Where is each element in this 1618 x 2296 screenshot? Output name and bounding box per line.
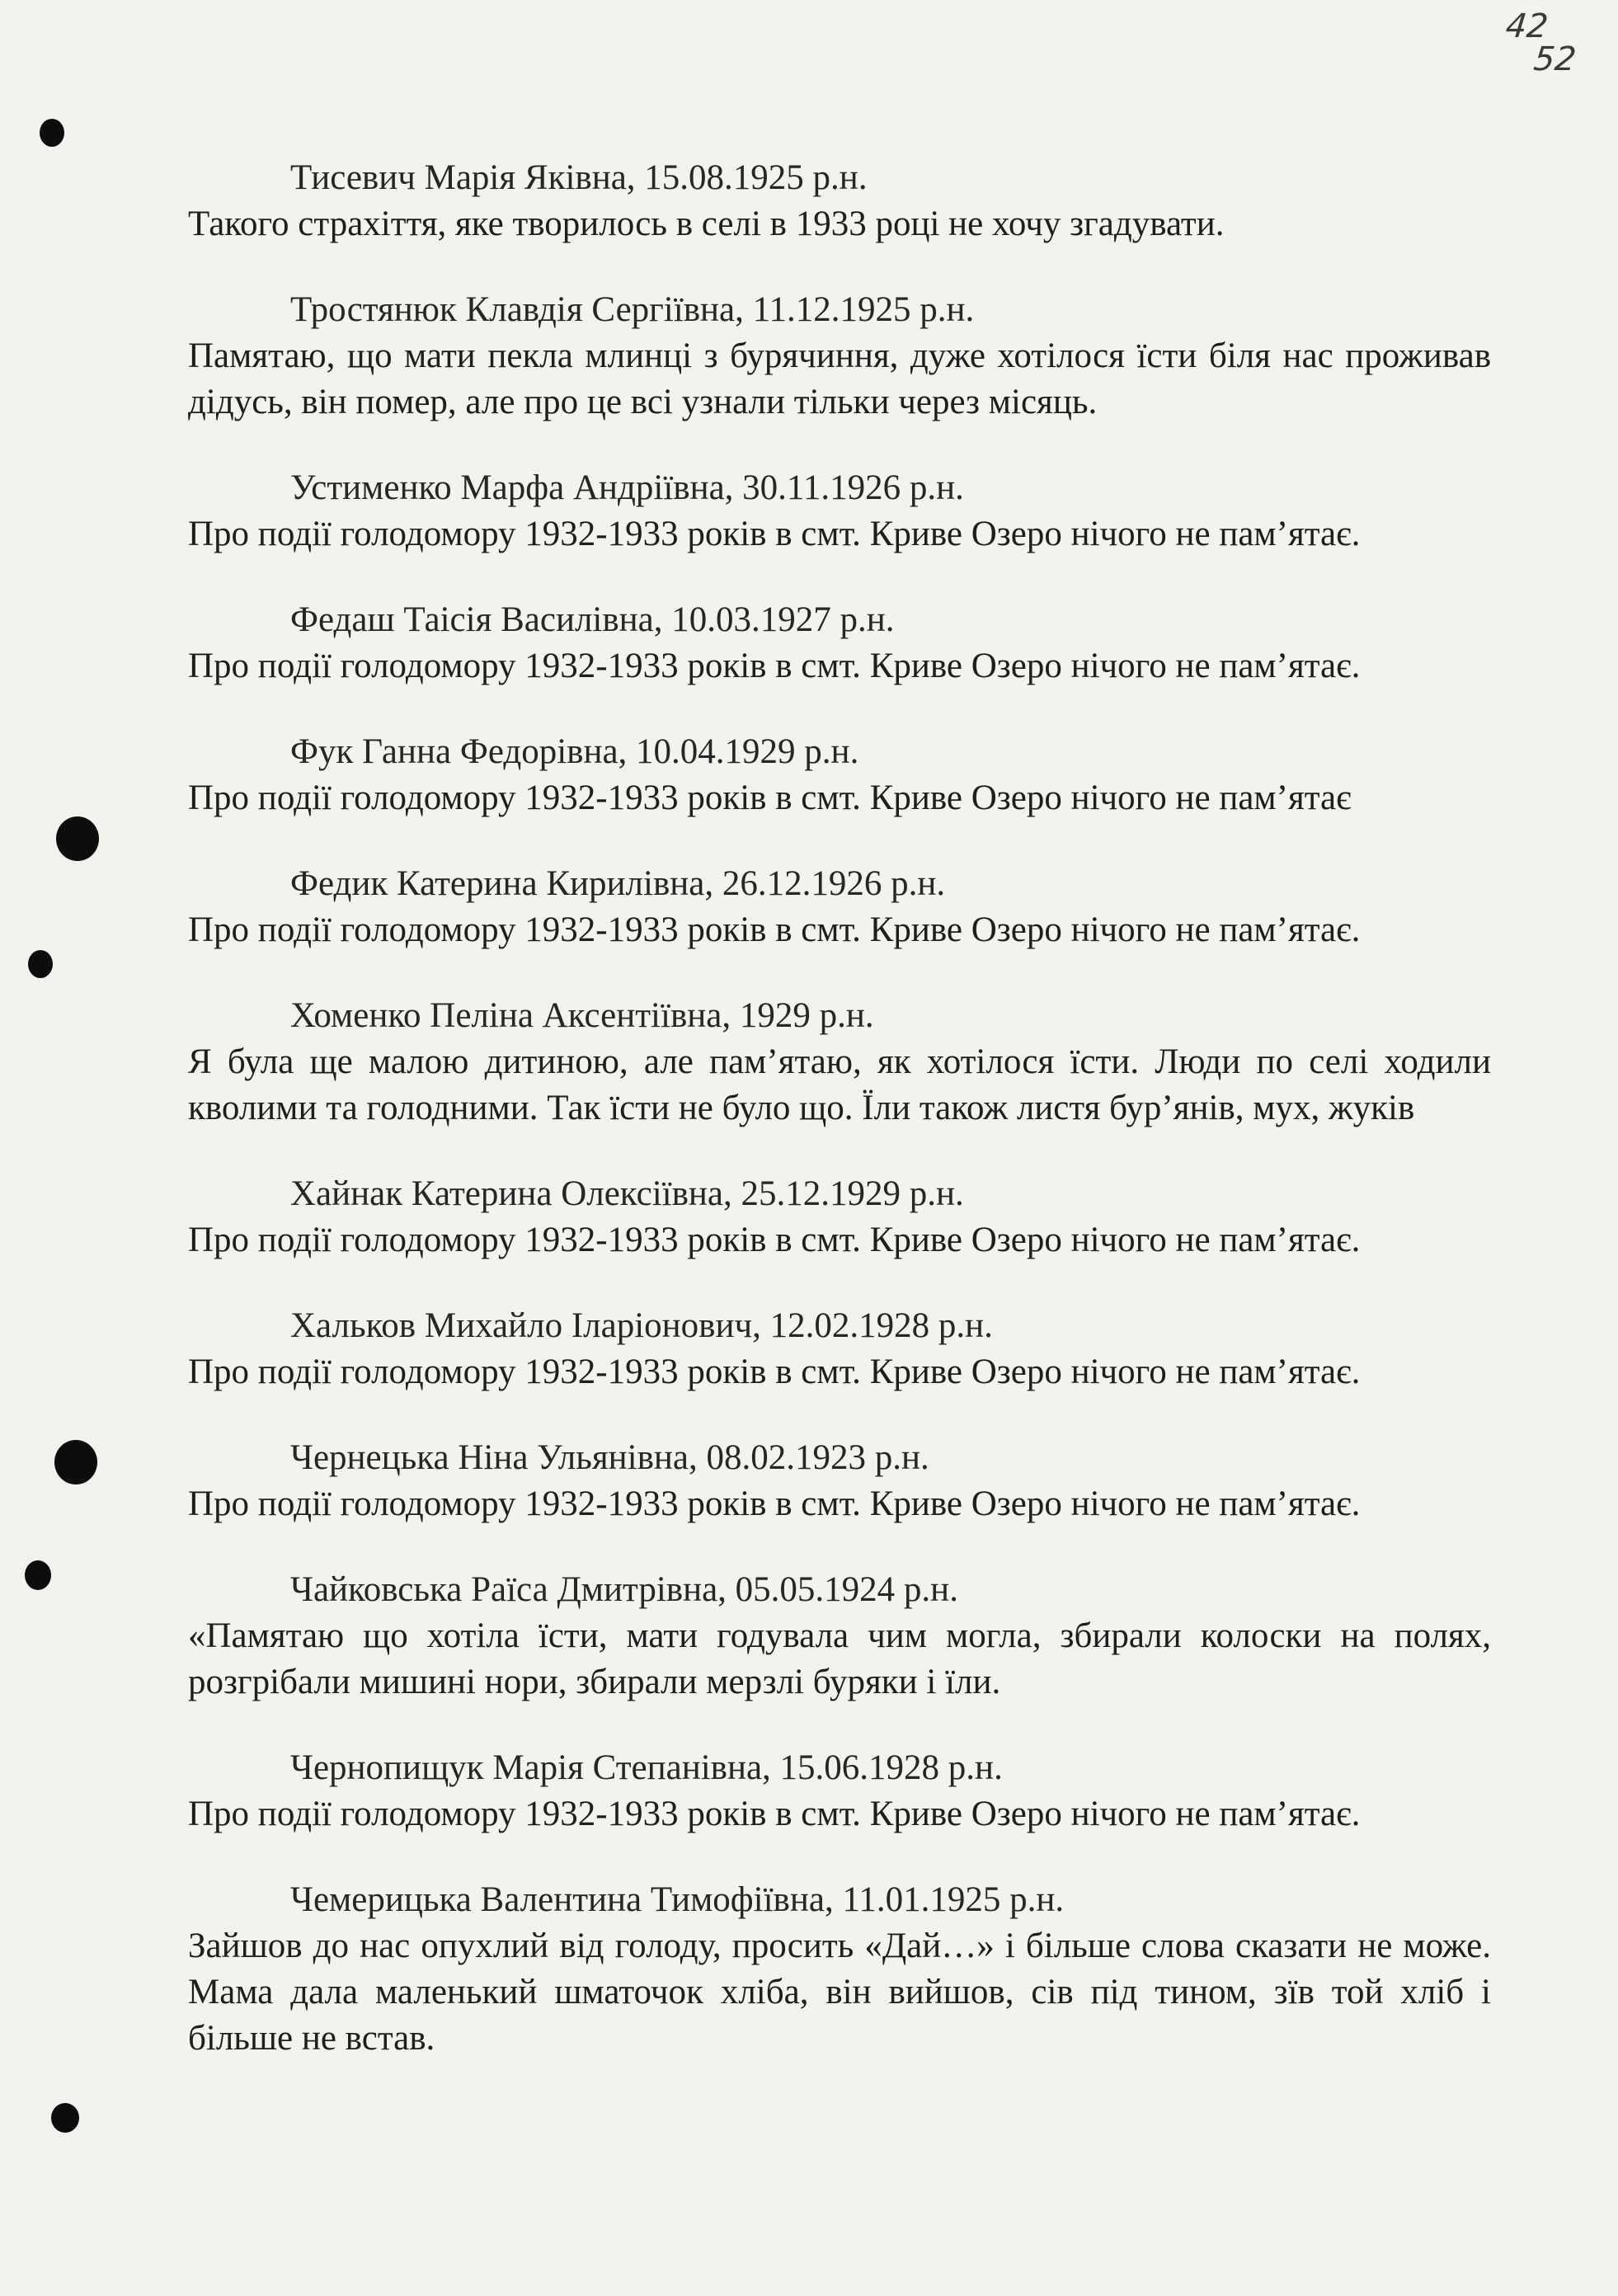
testimony-entry	[188, 1745, 1491, 1837]
person-header: Фук Ганна Федорівна, 10.04.1929 р.н.	[290, 732, 859, 771]
person-header: Чемерицька Валентина Тимофіївна, 11.01.1925 р.н.	[290, 1880, 1065, 1919]
testimony-entry	[188, 1435, 1491, 1527]
testimony-text: «Памятаю що хотіла їсти, мати годувала чим могла, збирали колоски на полях, розгрібали мишині нори, збирали мерзлі буряки і їли.	[188, 1616, 1491, 1701]
person-header: Тисевич Марія Яківна, 15.08.1925 р.н.	[290, 158, 868, 197]
testimony-entry	[188, 1303, 1491, 1395]
testimony-text: Памятаю, що мати пекла млинці з бурячиння, дуже хотілося їсти біля нас проживав дідусь, він помер, але про це всі узнали тільки через місяць.	[188, 336, 1491, 421]
testimony-text: Про події голодомору 1932-1933 років в смт. Криве Озеро нічого не пам’ятає.	[188, 910, 1361, 949]
testimony-text: Я була ще малою дитиною, але пам’ятаю, як хотілося їсти. Люди по селі ходили кволими та голодними. Так їсти не було що. Їли також листя бур’янів, мух, жуків	[188, 1042, 1491, 1127]
testimony-text: Про події голодомору 1932-1933 років в смт. Криве Озеро нічого не пам’ятає.	[188, 1795, 1361, 1833]
testimony-entry	[188, 597, 1491, 689]
testimony-entry	[188, 1171, 1491, 1263]
testimony-list	[188, 155, 1491, 2101]
testimony-entry	[188, 861, 1491, 953]
punch-hole	[54, 1440, 97, 1484]
person-header: Чернецька Ніна Ульянівна, 08.02.1923 р.н.	[290, 1438, 929, 1477]
person-header: Тростянюк Клавдія Сергіївна, 11.12.1925 р.н.	[290, 290, 975, 329]
testimony-entry	[188, 155, 1491, 247]
page-number-new: 52	[1531, 40, 1578, 78]
testimony-text: Про події голодомору 1932-1933 років в смт. Криве Озеро нічого не пам’ятає.	[188, 1221, 1361, 1259]
punch-hole	[51, 2103, 79, 2133]
person-header: Хайнак Катерина Олексіївна, 25.12.1929 р.н.	[290, 1174, 964, 1213]
testimony-entry	[188, 1877, 1491, 2062]
testimony-text: Про події голодомору 1932-1933 років в смт. Криве Озеро нічого не пам’ятає.	[188, 1353, 1361, 1391]
testimony-entry	[188, 1567, 1491, 1706]
page-number-old: 42	[1503, 7, 1550, 45]
punch-hole	[28, 950, 53, 978]
testimony-text: Про події голодомору 1932-1933 років в смт. Криве Озеро нічого не пам’ятає.	[188, 647, 1361, 685]
person-header: Чайковська Раїса Дмитрівна, 05.05.1924 р.н.	[290, 1570, 958, 1609]
person-header: Устименко Марфа Андріївна, 30.11.1926 р.н.	[290, 468, 964, 507]
testimony-text: Про події голодомору 1932-1933 років в смт. Криве Озеро нічого не пам’ятає	[188, 779, 1352, 817]
testimony-entry	[188, 993, 1491, 1132]
person-header: Федаш Таісія Василівна, 10.03.1927 р.н.	[290, 600, 895, 639]
person-header: Федик Катерина Кирилівна, 26.12.1926 р.н.	[290, 864, 946, 903]
person-header: Хальков Михайло Іларіонович, 12.02.1928 р.н.	[290, 1306, 993, 1345]
person-header: Чернопищук Марія Степанівна, 15.06.1928 р.н.	[290, 1748, 1003, 1787]
person-header: Хоменко Пеліна Аксентіївна, 1929 р.н.	[290, 996, 874, 1035]
testimony-entry	[188, 729, 1491, 821]
testimony-entry	[188, 287, 1491, 426]
testimony-text: Зайшов до нас опухлий від голоду, просить «Дай…» і більше слова сказати не може. Мама дала маленький шматочок хліба, він вийшов, сів під тином, зїв той хліб і більше не встав.	[188, 1927, 1491, 2058]
testimony-entry	[188, 465, 1491, 558]
testimony-text: Такого страхіття, яке творилось в селі в 1933 році не хочу згадувати.	[188, 205, 1225, 243]
testimony-text: Про події голодомору 1932-1933 років в смт. Криве Озеро нічого не пам’ятає.	[188, 1484, 1361, 1523]
testimony-text: Про події голодомору 1932-1933 років в смт. Криве Озеро нічого не пам’ятає.	[188, 515, 1361, 553]
punch-hole	[40, 119, 64, 147]
punch-hole	[56, 816, 99, 861]
punch-hole	[25, 1560, 51, 1590]
